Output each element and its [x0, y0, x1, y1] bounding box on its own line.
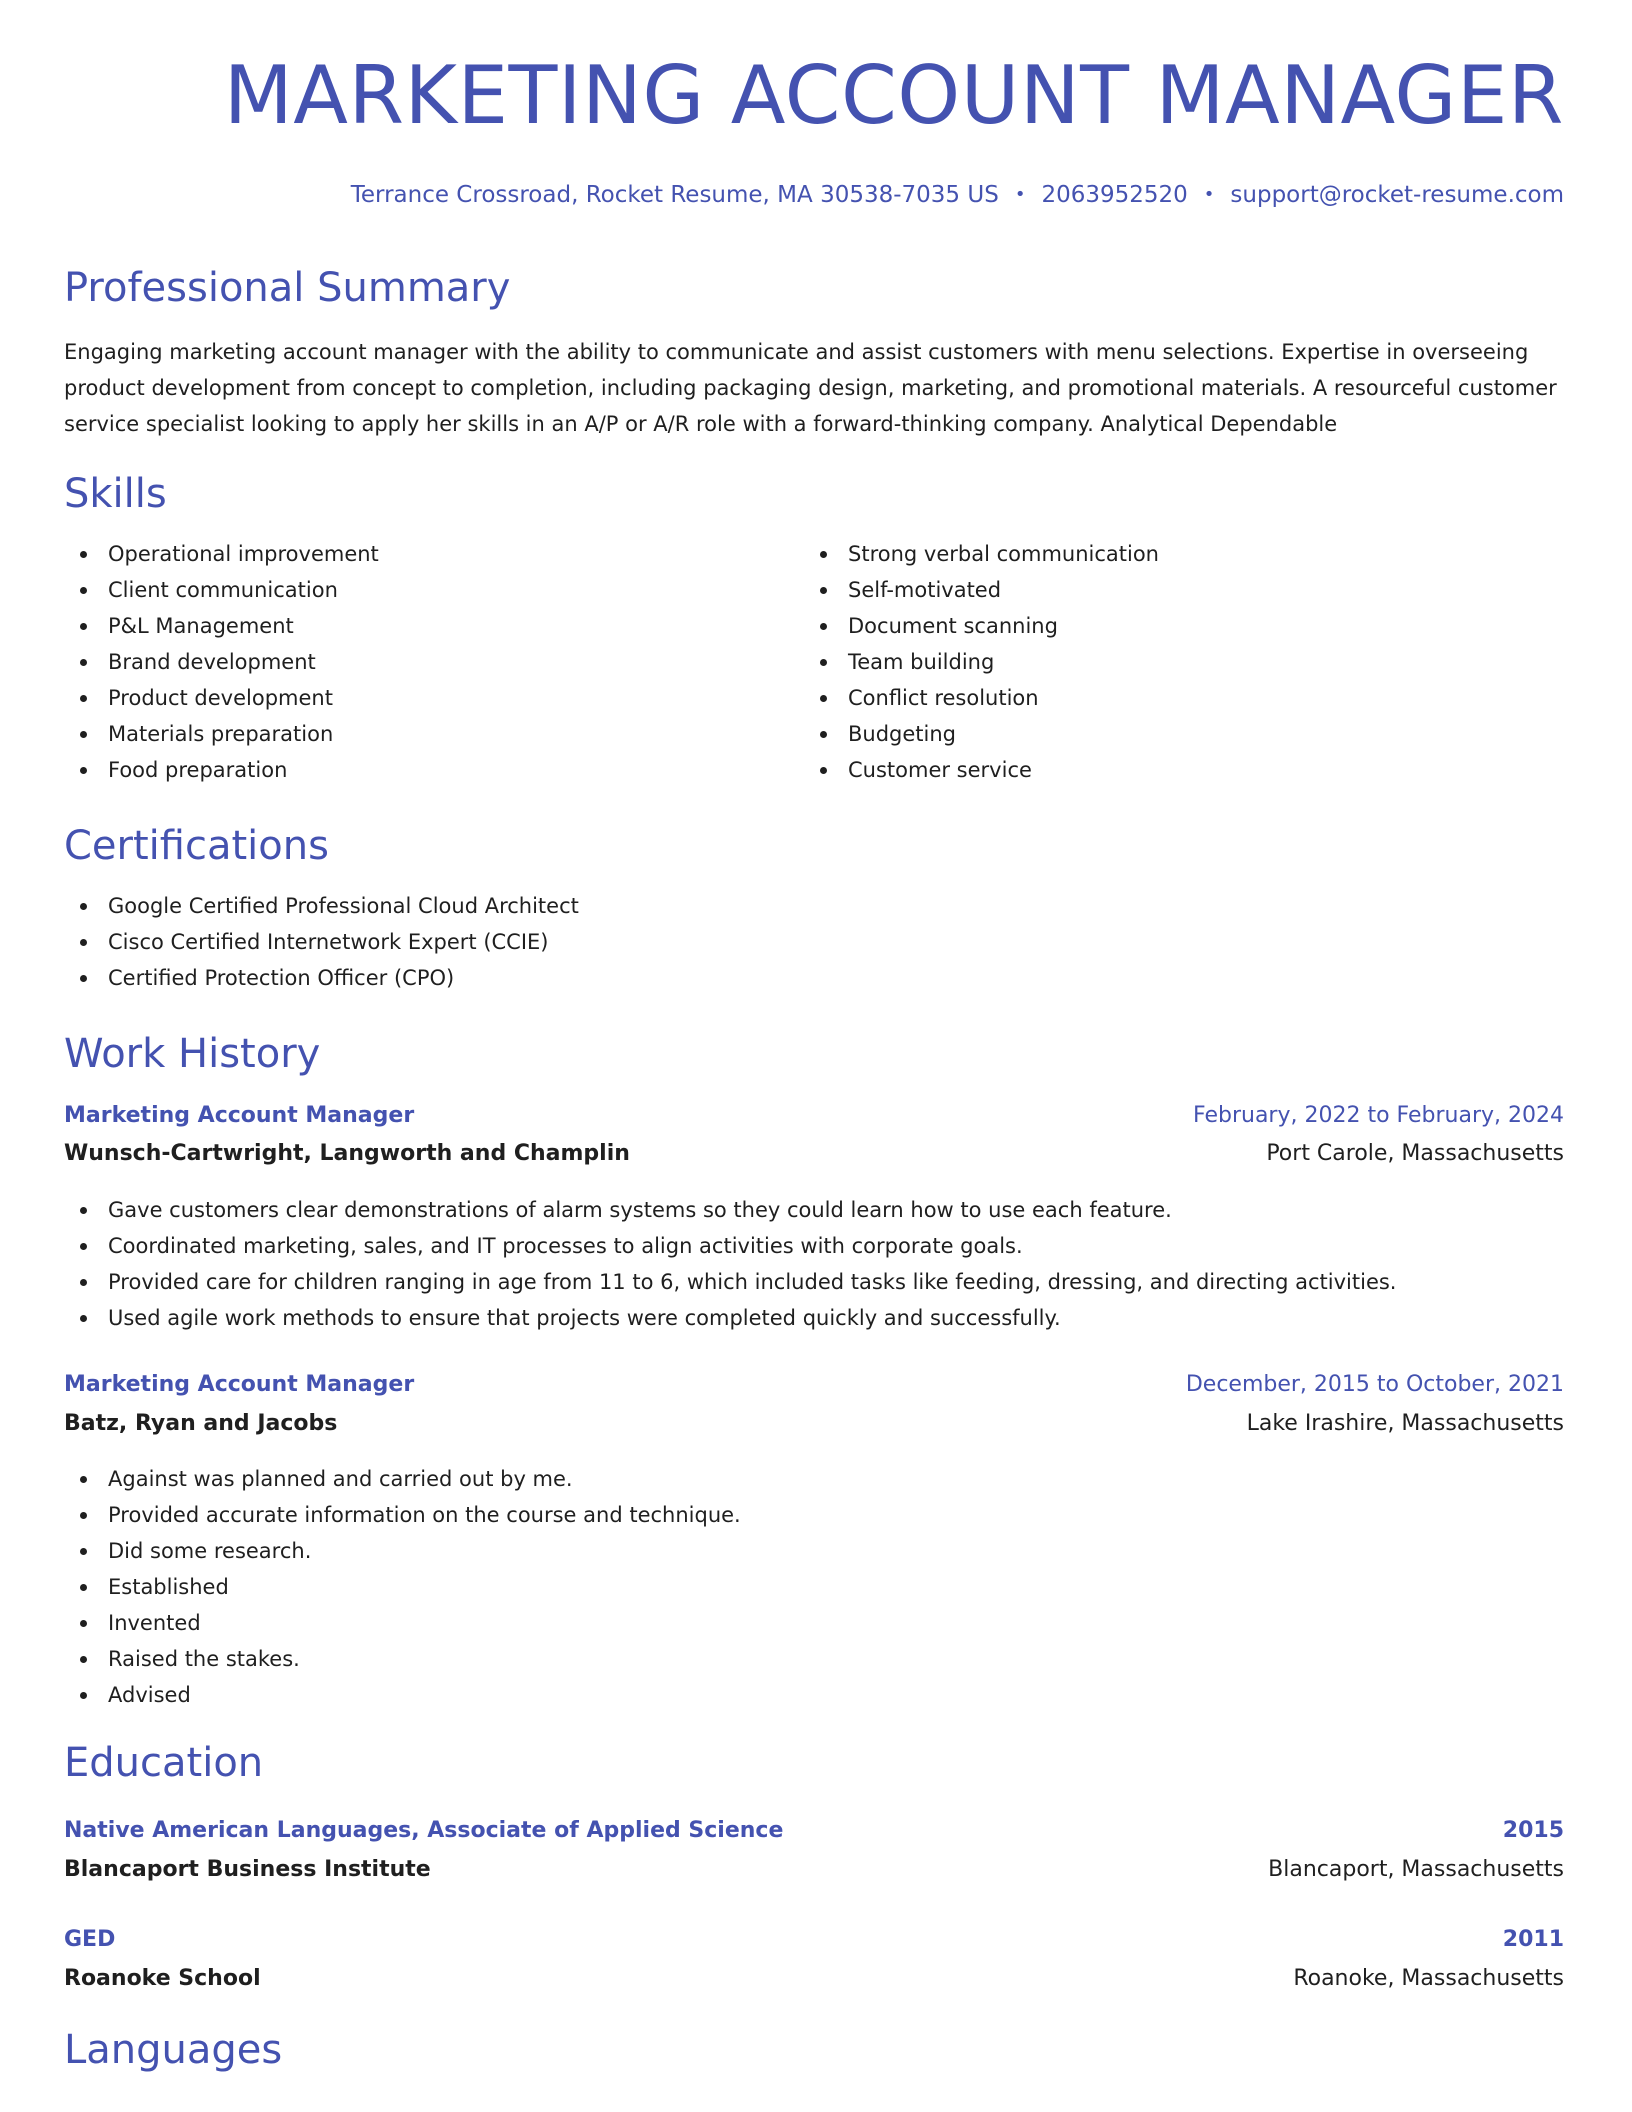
skill-item: Team building: [804, 644, 1159, 680]
resume-title: MARKETING ACCOUNT MANAGER: [223, 49, 1564, 142]
contact-phone: 2063952520: [1041, 182, 1188, 208]
job-location: Port Carole, Massachusetts: [1266, 1141, 1564, 1166]
job-bullet: Advised: [64, 1677, 741, 1713]
education-subheader: [64, 1855, 1564, 1885]
education-location: Blancaport, Massachusetts: [1268, 1857, 1564, 1882]
skill-item: Conflict resolution: [804, 680, 1159, 716]
job-location: Lake Irashire, Massachusetts: [1246, 1411, 1564, 1436]
education-school: Roanoke School: [64, 1966, 261, 1991]
job-bullet: Established: [64, 1569, 741, 1605]
skills-heading: Skills: [64, 471, 167, 517]
skill-item: Strong verbal communication: [804, 536, 1159, 572]
skill-item: Food preparation: [64, 752, 379, 788]
job-bullet: Coordinated marketing, sales, and IT processes to align activities with corporate goals.: [64, 1228, 1397, 1264]
contact-separator: •: [1014, 184, 1026, 205]
skill-item: Materials preparation: [64, 716, 379, 752]
job-header: [64, 1370, 1564, 1400]
job-bullet: Raised the stakes.: [64, 1641, 741, 1677]
certification-item: Google Certified Professional Cloud Architect: [64, 888, 579, 924]
skill-item: Operational improvement: [64, 536, 379, 572]
education-year: 2015: [1502, 1818, 1564, 1843]
education-heading: Education: [64, 1740, 264, 1786]
certification-item: Certified Protection Officer (CPO): [64, 960, 579, 996]
contact-address: Terrance Crossroad, Rocket Resume, MA 30538-7035 US: [350, 182, 999, 208]
job-header: [64, 1101, 1564, 1131]
education-year: 2011: [1502, 1927, 1564, 1952]
languages-heading: Languages: [64, 2027, 283, 2073]
contact-separator: •: [1203, 184, 1215, 205]
job-bullet: Used agile work methods to ensure that projects were completed quickly and successfully.: [64, 1300, 1397, 1336]
skill-item: Self-motivated: [804, 572, 1159, 608]
job-subheader: [64, 1409, 1564, 1439]
summary-text: Engaging marketing account manager with the ability to communicate and assist customers with menu selections. Expertise in overseeing product development from concept to completion, including packaging design, marketing, and promotional materials. A resourceful customer service specialist looking to apply her skills in an A/P or A/R role with a forward-thinking company. Analytical Dependable: [64, 340, 1557, 436]
education-degree: Native American Languages, Associate of Applied Science: [64, 1818, 784, 1843]
skill-item: Document scanning: [804, 608, 1159, 644]
education-location: Roanoke, Massachusetts: [1293, 1966, 1564, 1991]
job-bullets: [64, 1461, 741, 1713]
job-bullet: Against was planned and carried out by me.: [64, 1461, 741, 1497]
job-dates: December, 2015 to October, 2021: [1185, 1372, 1564, 1397]
job-subheader: [64, 1139, 1564, 1169]
job-bullet: Invented: [64, 1605, 741, 1641]
skill-item: Budgeting: [804, 716, 1159, 752]
job-bullet: Gave customers clear demonstrations of alarm systems so they could learn how to use each feature.: [64, 1192, 1397, 1228]
skills-list-right: [804, 536, 1159, 788]
job-company: Batz, Ryan and Jacobs: [64, 1411, 338, 1436]
skills-list-left: [64, 536, 379, 788]
job-dates: February, 2022 to February, 2024: [1193, 1103, 1564, 1128]
job-title: Marketing Account Manager: [64, 1372, 415, 1397]
certification-item: Cisco Certified Internetwork Expert (CCIE): [64, 924, 579, 960]
skill-item: Brand development: [64, 644, 379, 680]
skill-item: Product development: [64, 680, 379, 716]
education-degree: GED: [64, 1927, 116, 1952]
job-bullet: Provided care for children ranging in age from 11 to 6, which included tasks like feeding, dressing, and directing activities.: [64, 1264, 1397, 1300]
skill-item: P&L Management: [64, 608, 379, 644]
certifications-heading: Certifications: [64, 823, 329, 869]
education-header: [64, 1816, 1564, 1846]
job-company: Wunsch-Cartwright, Langworth and Champlin: [64, 1141, 630, 1166]
education-subheader: [64, 1964, 1564, 1994]
contact-line: [351, 184, 1564, 207]
job-bullet: Did some research.: [64, 1533, 741, 1569]
summary-heading: Professional Summary: [64, 265, 511, 311]
skill-item: Client communication: [64, 572, 379, 608]
education-school: Blancaport Business Institute: [64, 1857, 431, 1882]
education-header: [64, 1925, 1564, 1955]
skill-item: Customer service: [804, 752, 1159, 788]
certifications-list: [64, 888, 579, 996]
job-bullets: [64, 1192, 1397, 1336]
work-history-heading: Work History: [64, 1031, 321, 1077]
contact-email[interactable]: support@rocket-resume.com: [1230, 182, 1564, 208]
job-title: Marketing Account Manager: [64, 1103, 415, 1128]
job-bullet: Provided accurate information on the course and technique.: [64, 1497, 741, 1533]
